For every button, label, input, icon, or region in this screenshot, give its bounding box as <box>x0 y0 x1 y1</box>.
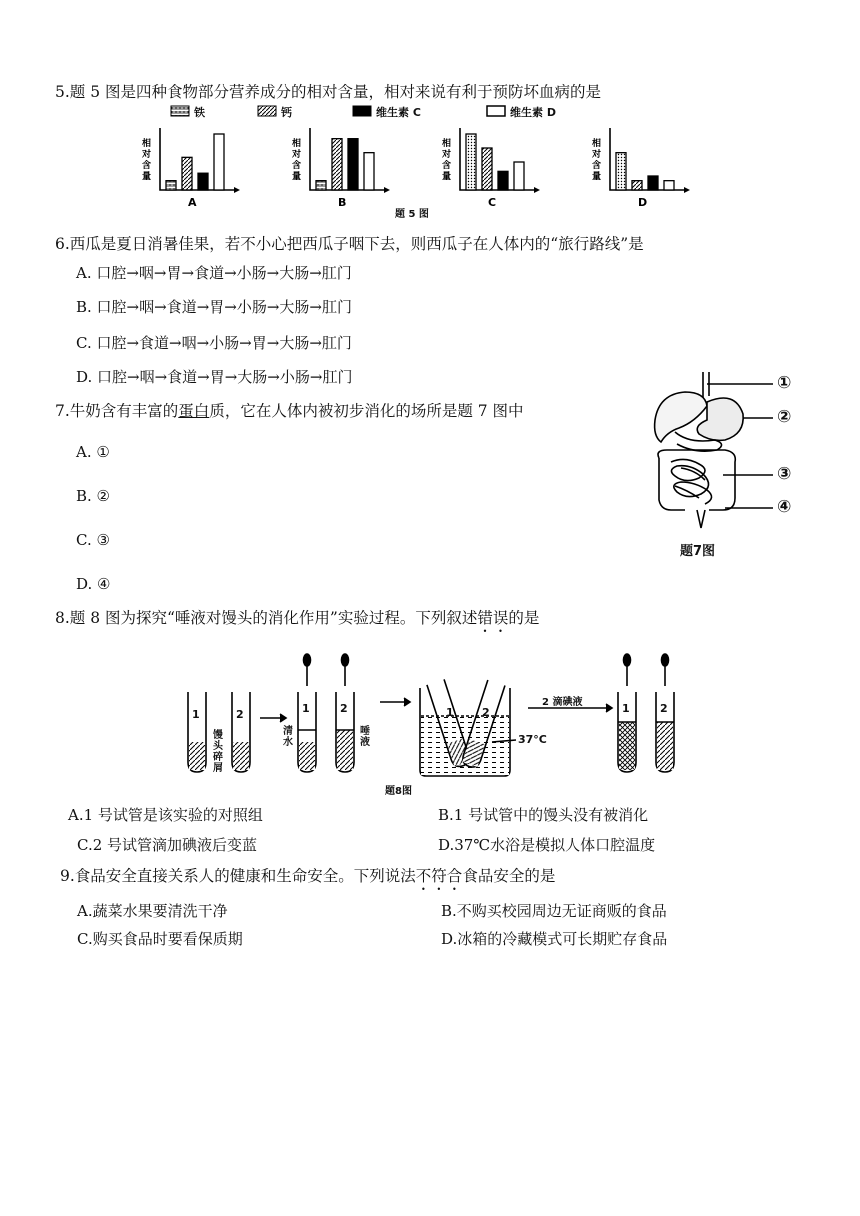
fig7-label-3: ③ <box>777 464 792 484</box>
fig8-tube1-label: 1 <box>192 708 200 721</box>
chart-ylabel-char: 对 <box>292 150 302 160</box>
chart-bar-A-0 <box>166 181 176 190</box>
fig8-iodine-label: 2 滴碘液 <box>542 697 583 708</box>
chart-ylabel-char: 含 <box>142 161 152 171</box>
chart-bar-C-3 <box>514 162 524 190</box>
chart-ylabel-char: 对 <box>442 150 452 160</box>
fig8-tube1c-label: 1 <box>622 702 630 715</box>
q9-option-c[interactable]: C.购买食品时要看保质期 <box>77 930 243 948</box>
q7-stem-part3: 质，它在人体内被初步消化的场所是题 7 图中 <box>209 402 524 420</box>
chart-bar-A-3 <box>214 134 224 190</box>
legend-vitamin-d: 维生素 D <box>510 106 556 119</box>
q8-option-c[interactable]: C.2 号试管滴加碘液后变蓝 <box>77 836 258 854</box>
fig8-water-label: 清水 <box>283 726 293 748</box>
q5-charts <box>140 120 740 218</box>
chart-bar-B-3 <box>364 153 374 190</box>
q8-stem-part1: 8.题 8 图为探究“唾液对馒头的消化作用”实验过程。下列叙述 <box>55 609 478 627</box>
chart-bar-B-1 <box>332 139 342 190</box>
fig8-tube2-label: 2 <box>236 708 244 721</box>
fig8-tube2b-label: 2 <box>340 702 348 715</box>
q6-option-c[interactable]: C. 口腔→食道→咽→小肠→胃→大肠→肛门 <box>76 334 352 352</box>
chart-ylabel-char: 量 <box>292 172 302 182</box>
fig8-beaker-tube2: 2 <box>482 706 490 719</box>
chart-bar-C-2 <box>498 171 508 190</box>
q8-stem-emphasis: 错误 <box>477 609 509 627</box>
fig7-label-2: ② <box>777 407 792 427</box>
q7-option-b[interactable]: B. ② <box>76 487 111 505</box>
chart-bar-A-2 <box>198 173 208 190</box>
chart-panel-B <box>291 128 390 209</box>
chart-ylabel-char: 含 <box>442 161 452 171</box>
q9-option-d[interactable]: D.冰箱的冷藏模式可长期贮存食品 <box>441 930 668 948</box>
chart-axis-arrow <box>684 187 690 193</box>
chart-panel-A <box>141 128 240 209</box>
chart-bar-D-1 <box>632 181 642 190</box>
digestive-system-drawing <box>645 370 825 530</box>
q9-stem-part3: 食品安全的是 <box>462 867 556 885</box>
legend-vitamin-c: 维生素 C <box>376 106 421 119</box>
q8-stem <box>55 606 539 636</box>
chart-ylabel-char: 相 <box>292 139 302 149</box>
q8-stem-part3: 的是 <box>508 609 540 627</box>
chart-panel-label: C <box>488 196 497 209</box>
chart-panel-label: A <box>188 196 197 209</box>
legend-calcium: 钙 <box>281 106 292 119</box>
chart-panel-C <box>441 128 540 209</box>
chart-axis-arrow <box>234 187 240 193</box>
fig7-label-4: ④ <box>777 497 792 517</box>
q9-stem-emphasis: 不符合 <box>415 867 463 885</box>
fig8-tube1b-label: 1 <box>302 702 310 715</box>
digestive-system-figure <box>645 370 825 560</box>
chart-bar-D-2 <box>648 176 658 190</box>
q8-option-b[interactable]: B.1 号试管中的馒头没有被消化 <box>438 806 649 824</box>
q7-option-a[interactable]: A. ① <box>76 443 110 461</box>
fig8-caption: 题8图 <box>385 786 412 797</box>
chart-ylabel-char: 对 <box>592 150 602 160</box>
chart-ylabel-char: 含 <box>592 161 602 171</box>
q9-option-a[interactable]: A.蔬菜水果要清洗干净 <box>77 902 228 920</box>
legend-iron: 铁 <box>194 106 205 119</box>
chart-panel-label: B <box>338 196 347 209</box>
saliva-experiment-figure <box>180 650 700 795</box>
q6-option-d[interactable]: D. 口腔→咽→食道→胃→大肠→小肠→肛门 <box>76 368 353 386</box>
q5-stem: 5.题 5 图是四种食物部分营养成分的相对含量，相对来说有利于预防坏血病的是 <box>55 83 602 101</box>
q7-option-d[interactable]: D. ④ <box>76 575 111 593</box>
fig8-mantou-label: 馒头碎屑 <box>213 730 223 774</box>
chart-bar-C-1 <box>482 148 492 190</box>
chart-bar-B-2 <box>348 139 358 190</box>
q7-stem-underlined: 蛋白 <box>178 402 210 420</box>
chart-bar-D-3 <box>664 181 674 190</box>
chart-bar-C-0 <box>466 134 476 190</box>
q9-stem-part1: 9.食品安全直接关系人的健康和生命安全。下列说法 <box>60 867 416 885</box>
chart-ylabel-char: 相 <box>592 139 602 149</box>
q9-option-b[interactable]: B.不购买校园周边无证商贩的食品 <box>441 902 667 920</box>
q8-option-d[interactable]: D.37℃水浴是模拟人体口腔温度 <box>438 836 656 854</box>
chart-ylabel-char: 量 <box>442 172 452 182</box>
chart-bar-D-0 <box>616 153 626 190</box>
chart-ylabel-char: 相 <box>442 139 452 149</box>
chart-bar-B-0 <box>316 181 326 190</box>
chart-bar-A-1 <box>182 157 192 190</box>
chart-axis-arrow <box>384 187 390 193</box>
q5-figure-caption: 题 5 图 <box>395 209 429 220</box>
q7-stem-part1: 7.牛奶含有丰富的 <box>55 402 179 420</box>
chart-ylabel-char: 含 <box>292 161 302 171</box>
fig8-temperature: 37°C <box>518 733 547 746</box>
fig8-beaker-tube1: 1 <box>446 706 454 719</box>
q9-stem <box>60 864 555 894</box>
chart-panel-D <box>591 128 690 209</box>
chart-ylabel-char: 对 <box>142 150 152 160</box>
chart-panel-label: D <box>638 196 648 209</box>
q7-option-c[interactable]: C. ③ <box>76 531 110 549</box>
q6-stem: 6.西瓜是夏日消暑佳果，若不小心把西瓜子咽下去，则西瓜子在人体内的“旅行路线”是 <box>55 235 644 253</box>
chart-ylabel-char: 量 <box>592 172 602 182</box>
chart-ylabel-char: 量 <box>142 172 152 182</box>
chart-ylabel-char: 相 <box>142 139 152 149</box>
q6-option-a[interactable]: A. 口腔→咽→胃→食道→小肠→大肠→肛门 <box>76 264 352 282</box>
fig8-saliva-label: 唾液 <box>360 726 370 748</box>
q5-legend <box>170 103 590 119</box>
fig7-label-1: ① <box>777 373 792 393</box>
q7-stem <box>55 399 524 421</box>
chart-axis-arrow <box>534 187 540 193</box>
q6-option-b[interactable]: B. 口腔→咽→食道→胃→小肠→大肠→肛门 <box>76 298 352 316</box>
fig7-caption: 题7图 <box>680 544 716 559</box>
fig8-tube2c-label: 2 <box>660 702 668 715</box>
experiment-drawing <box>180 650 700 780</box>
q8-option-a[interactable]: A.1 号试管是该实验的对照组 <box>68 806 263 824</box>
